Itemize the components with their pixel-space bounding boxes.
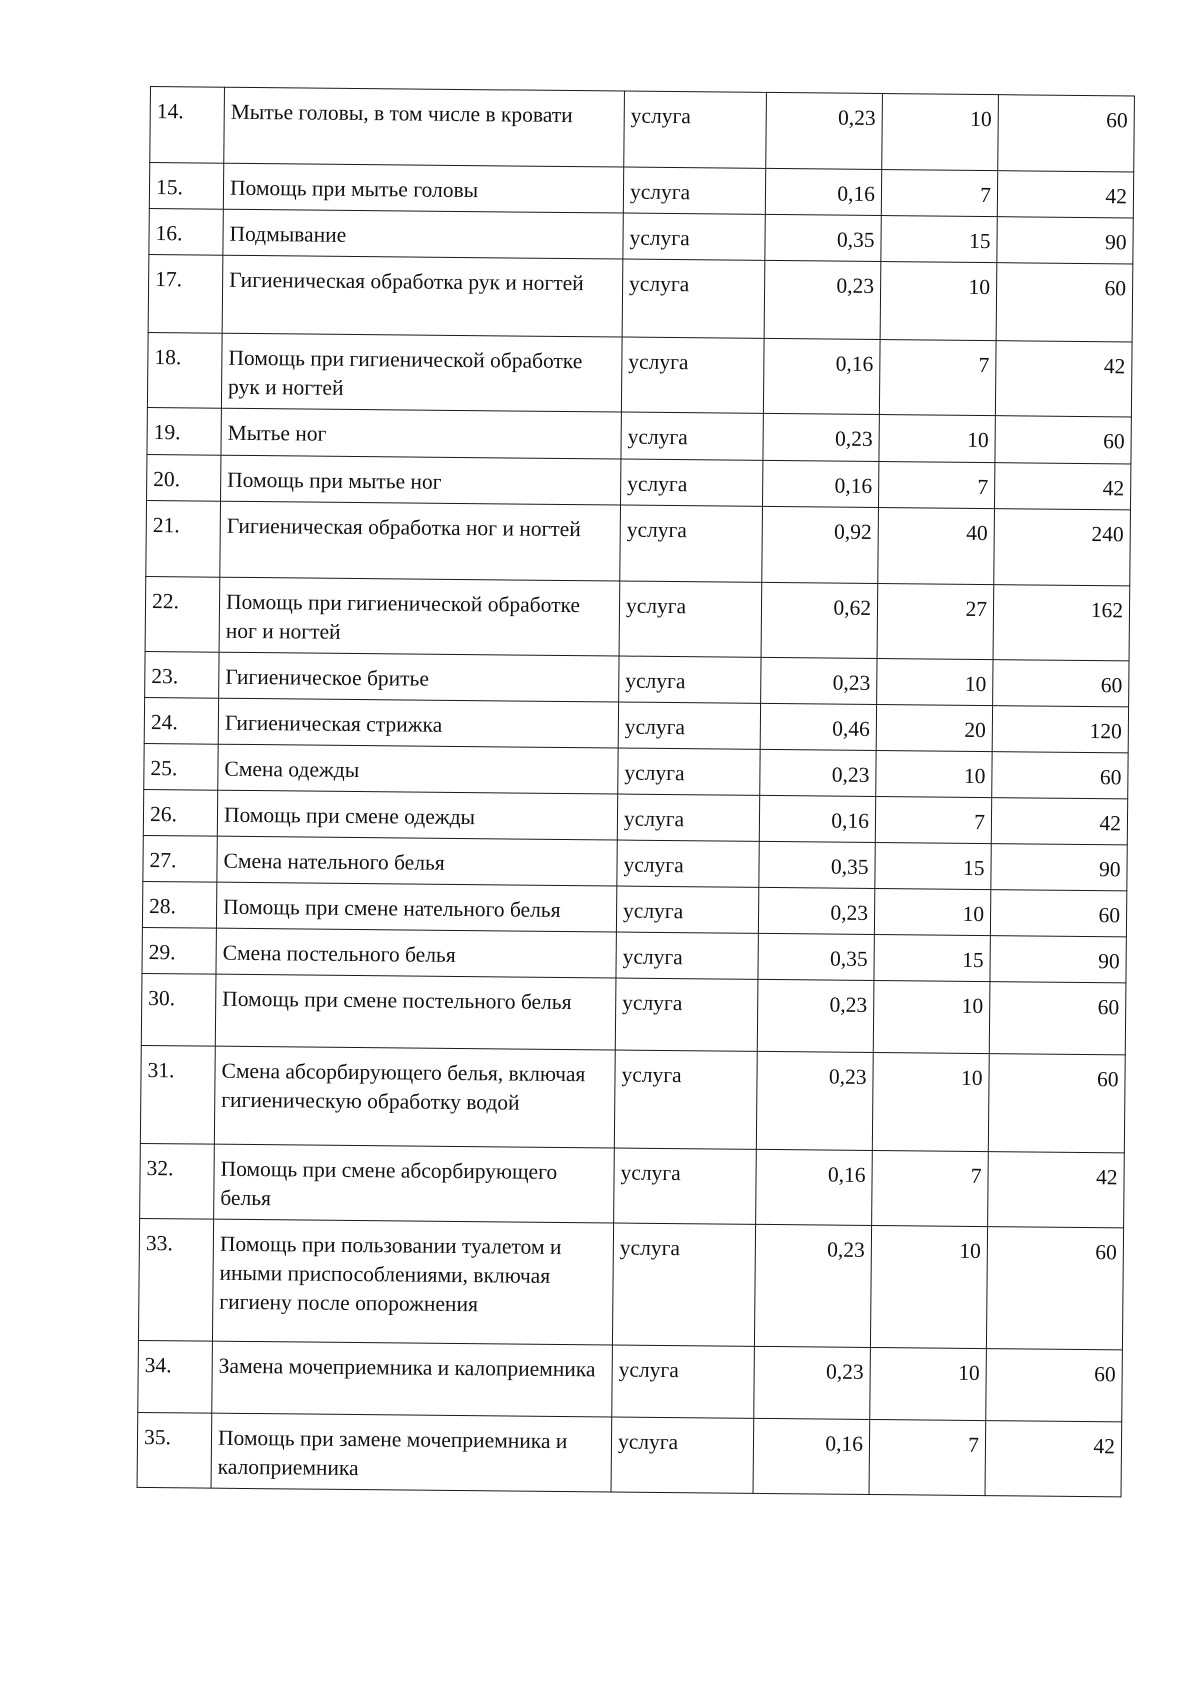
table-row (146, 500, 1131, 585)
labor-coefficient: 0,35 (765, 214, 881, 261)
time-minutes: 10 (870, 1225, 987, 1348)
time-minutes: 15 (881, 216, 997, 263)
time-minutes: 10 (876, 751, 992, 798)
labor-coefficient: 0,35 (759, 841, 875, 888)
service-name: Помощь при смене нательного белья (216, 882, 616, 932)
labor-coefficient: 0,23 (763, 413, 879, 461)
labor-coefficient: 0,23 (754, 1346, 871, 1419)
row-number: 35. (137, 1412, 212, 1488)
price-value: 60 (992, 752, 1128, 799)
table-row (140, 1045, 1125, 1152)
row-number: 22. (145, 576, 220, 652)
time-minutes: 10 (873, 980, 990, 1053)
unit-of-measure: услуга (611, 1417, 754, 1493)
row-number: 24. (144, 697, 218, 744)
service-name: Помощь при смене абсорбирующего белья (214, 1144, 615, 1223)
unit-of-measure: услуга (614, 1050, 757, 1149)
labor-coefficient: 0,62 (761, 582, 878, 658)
time-minutes: 10 (874, 888, 990, 935)
service-name: Смена постельного белья (216, 928, 616, 978)
labor-coefficient: 0,46 (760, 703, 876, 750)
price-value: 60 (996, 263, 1133, 342)
labor-coefficient: 0,35 (758, 933, 874, 980)
unit-of-measure: услуга (618, 702, 760, 749)
price-value: 90 (990, 936, 1126, 983)
time-minutes: 10 (877, 659, 993, 706)
price-value: 60 (998, 95, 1135, 172)
row-number: 31. (140, 1045, 215, 1144)
price-value: 42 (985, 1421, 1122, 1497)
price-value: 42 (994, 463, 1130, 510)
time-minutes: 10 (872, 1052, 989, 1151)
row-number: 14. (150, 87, 225, 164)
price-value: 60 (986, 1349, 1123, 1422)
row-number: 28. (142, 881, 216, 928)
time-minutes: 10 (870, 1347, 987, 1420)
service-name: Подмывание (223, 209, 623, 259)
price-value: 42 (988, 1152, 1125, 1228)
time-minutes: 27 (877, 584, 994, 660)
unit-of-measure: услуга (620, 459, 762, 506)
service-name: Смена одежды (218, 744, 618, 794)
unit-of-measure: услуга (617, 840, 759, 887)
labor-coefficient: 0,16 (756, 1149, 873, 1225)
unit-of-measure: услуга (621, 412, 763, 460)
row-number: 33. (138, 1218, 213, 1341)
service-name: Гигиеническая обработка рук и ногтей (222, 255, 623, 337)
time-minutes: 7 (875, 796, 991, 843)
row-number: 26. (143, 789, 217, 836)
price-value: 60 (988, 1054, 1125, 1153)
unit-of-measure: услуга (621, 337, 764, 413)
unit-of-measure: услуга (616, 932, 758, 979)
service-name: Помощь при замене мочеприемника и калоприемника (211, 1413, 612, 1492)
time-minutes: 40 (878, 508, 995, 585)
row-number: 25. (144, 743, 218, 790)
unit-of-measure: услуга (614, 1148, 757, 1224)
time-minutes: 15 (874, 934, 990, 981)
service-name: Помощь при гигиенической обработке ног и ногтей (219, 577, 620, 656)
time-minutes: 7 (872, 1150, 989, 1226)
row-number: 21. (146, 500, 221, 577)
service-name: Помощь при смене одежды (217, 790, 617, 840)
service-name: Смена абсорбирующего белья, включая гигиеническую обработку водой (214, 1046, 615, 1148)
price-value: 162 (993, 585, 1130, 661)
service-name: Помощь при смене постельного белья (215, 974, 616, 1050)
time-minutes: 7 (879, 340, 996, 416)
unit-of-measure: услуга (619, 656, 761, 703)
service-name: Замена мочеприемника и калоприемника (212, 1341, 613, 1417)
labor-coefficient: 0,23 (764, 260, 881, 339)
row-number: 18. (147, 332, 222, 408)
labor-coefficient: 0,23 (766, 92, 883, 169)
price-value: 60 (989, 982, 1126, 1055)
price-value: 90 (997, 217, 1133, 264)
unit-of-measure: услуга (622, 259, 765, 338)
row-number: 15. (149, 163, 223, 210)
service-name: Помощь при мытье ног (221, 455, 621, 505)
labor-coefficient: 0,23 (757, 979, 874, 1052)
row-number: 32. (140, 1143, 215, 1219)
price-value: 60 (990, 890, 1126, 937)
price-value: 90 (991, 844, 1127, 891)
price-value: 120 (992, 706, 1128, 753)
table-row (140, 1143, 1125, 1227)
labor-coefficient: 0,23 (758, 887, 874, 934)
labor-coefficient: 0,92 (762, 506, 879, 583)
labor-coefficient: 0,16 (765, 168, 881, 215)
service-name: Гигиеническое бритье (219, 652, 619, 702)
labor-coefficient: 0,16 (753, 1418, 870, 1494)
labor-coefficient: 0,16 (763, 338, 880, 414)
service-name: Гигиеническая стрижка (218, 698, 618, 748)
row-number: 17. (148, 254, 223, 333)
table-row (150, 87, 1135, 172)
price-value: 42 (995, 341, 1132, 417)
price-value: 240 (994, 509, 1131, 586)
service-name: Мытье головы, в том числе в кровати (224, 87, 625, 167)
labor-coefficient: 0,23 (761, 657, 877, 704)
labor-coefficient: 0,23 (756, 1051, 873, 1150)
row-number: 27. (143, 835, 217, 882)
price-value: 42 (991, 798, 1127, 845)
row-number: 19. (147, 407, 221, 455)
services-table-body (137, 87, 1134, 1497)
time-minutes: 15 (875, 842, 991, 889)
table-row (137, 1412, 1122, 1496)
unit-of-measure: услуга (616, 886, 758, 933)
row-number: 20. (147, 454, 221, 501)
service-name: Помощь при пользовании туалетом и иными приспособлениями, включая гигиену после опорожнения (212, 1219, 613, 1345)
row-number: 34. (138, 1340, 213, 1413)
time-minutes: 7 (881, 170, 997, 217)
price-value: 60 (986, 1227, 1123, 1350)
time-minutes: 10 (882, 94, 999, 171)
service-name: Гигиеническая обработка ног и ногтей (220, 501, 621, 581)
unit-of-measure: услуга (623, 167, 765, 214)
services-table (137, 86, 1135, 1497)
unit-of-measure: услуга (612, 1223, 755, 1346)
service-name: Помощь при гигиенической обработке рук и ногтей (221, 333, 622, 412)
unit-of-measure: услуга (612, 1345, 755, 1418)
row-number: 16. (149, 208, 223, 255)
service-name: Смена нательного белья (217, 836, 617, 886)
table-row (138, 1340, 1123, 1421)
unit-of-measure: услуга (620, 505, 763, 582)
time-minutes: 10 (879, 415, 995, 463)
table-row (147, 332, 1132, 416)
unit-of-measure: услуга (623, 213, 765, 260)
service-name: Помощь при мытье головы (223, 163, 623, 213)
time-minutes: 20 (876, 705, 992, 752)
labor-coefficient: 0,23 (760, 749, 876, 796)
price-value: 60 (993, 660, 1129, 707)
labor-coefficient: 0,16 (762, 460, 878, 507)
price-value: 42 (997, 171, 1133, 218)
table-row (138, 1218, 1123, 1349)
unit-of-measure: услуга (617, 794, 759, 841)
time-minutes: 10 (880, 262, 997, 341)
labor-coefficient: 0,23 (754, 1224, 871, 1347)
time-minutes: 7 (878, 462, 994, 509)
service-name: Мытье ног (221, 408, 621, 459)
row-number: 29. (142, 927, 216, 974)
table-row (148, 254, 1133, 341)
time-minutes: 7 (869, 1419, 986, 1495)
table-row (145, 576, 1130, 660)
price-value: 60 (995, 416, 1131, 464)
unit-of-measure: услуга (618, 748, 760, 795)
unit-of-measure: услуга (619, 581, 762, 657)
row-number: 23. (145, 651, 219, 698)
table-row (141, 973, 1126, 1054)
unit-of-measure: услуга (615, 978, 758, 1051)
unit-of-measure: услуга (624, 91, 767, 168)
row-number: 30. (141, 973, 216, 1046)
labor-coefficient: 0,16 (759, 795, 875, 842)
